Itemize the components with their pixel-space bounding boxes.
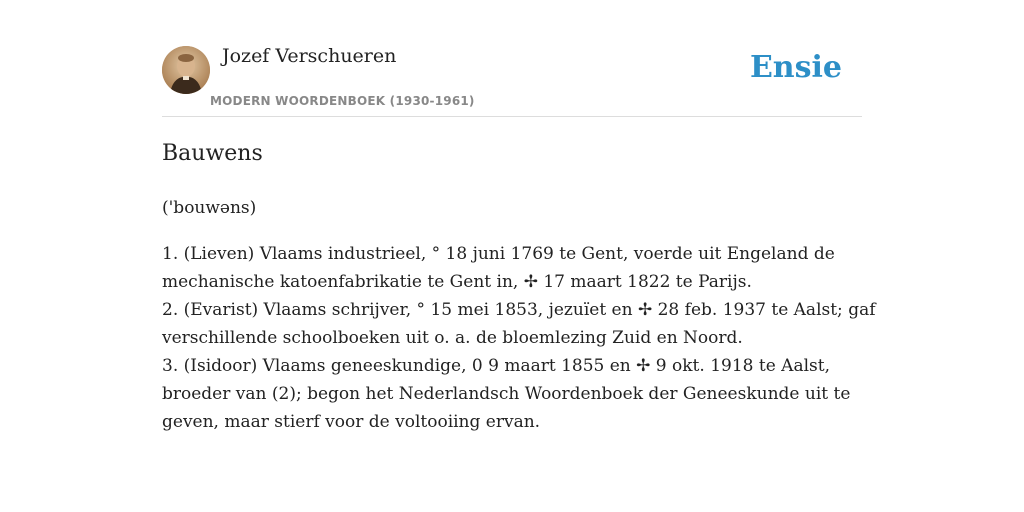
author-avatar[interactable] (162, 46, 210, 94)
author-portrait-image (162, 46, 210, 94)
definition-line: verschillende schoolboeken uit o. a. de bloemlezing Zuid en Noord. (162, 328, 743, 348)
ensie-logo[interactable]: Ensie (749, 50, 842, 85)
header (162, 40, 862, 117)
entry-headword: Bauwens (162, 141, 263, 166)
definition-line: 2. (Evarist) Vlaams schrijver, ° 15 mei 1853, jezuïet en ✢ 28 feb. 1937 te Aalst; gaf (162, 300, 876, 320)
definition-line: broeder van (2); begon het Nederlandsch Woordenboek der Geneeskunde uit te (162, 384, 851, 404)
definition-line: geven, maar stierf voor de voltooiing ervan. (162, 412, 541, 432)
entry-pronunciation: ('bouwəns) (162, 198, 257, 218)
source-dictionary[interactable]: MODERN WOORDENBOEK (1930-1961) (210, 94, 475, 108)
definition-line: 1. (Lieven) Vlaams industrieel, ° 18 juni 1769 te Gent, voerde uit Engeland de (162, 244, 835, 264)
entry-definition (162, 240, 876, 436)
author-name[interactable]: Jozef Verschueren (222, 45, 397, 67)
definition-line: 3. (Isidoor) Vlaams geneeskundige, 0 9 maart 1855 en ✢ 9 okt. 1918 te Aalst, (162, 356, 830, 376)
entry-content (162, 136, 876, 436)
definition-line: mechanische katoenfabrikatie te Gent in, ✢ 17 maart 1822 te Parijs. (162, 272, 752, 292)
